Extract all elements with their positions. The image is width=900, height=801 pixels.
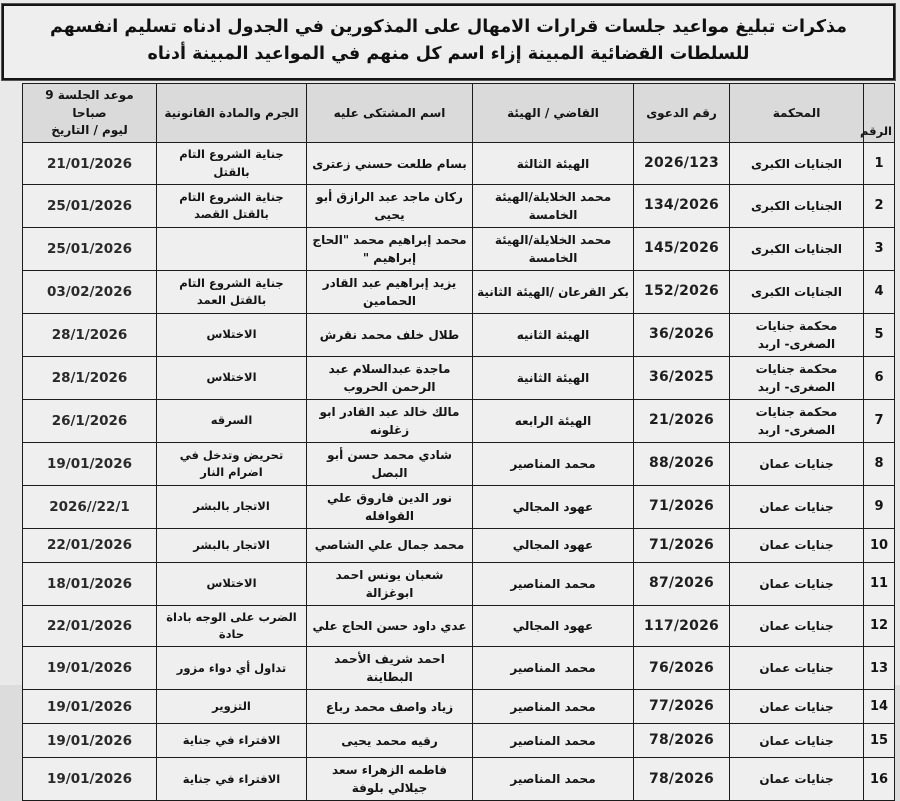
cell-defendant-name: محمد إبراهيم محمد "الحاج إبراهيم " <box>307 227 473 270</box>
header-session-date <box>23 84 157 143</box>
cell-court: جنايات عمان <box>730 690 864 724</box>
cell-case-number: 87/2026 <box>634 562 730 605</box>
cell-case-number: 145/2026 <box>634 227 730 270</box>
cell-session-date: 28/1/2026 <box>23 313 157 356</box>
cell-crime: التزوير <box>157 690 307 724</box>
header-crime: الجرم والمادة القانونية <box>157 84 307 143</box>
cell-row-number: 14 <box>864 690 895 724</box>
cell-defendant-name: بسام طلعت حسني زعترى <box>307 143 473 185</box>
document-title-box <box>2 4 895 80</box>
cell-case-number: 71/2026 <box>634 528 730 562</box>
table-row <box>23 442 895 485</box>
cell-crime: الضرب على الوجه باداة حادة <box>157 605 307 647</box>
cell-case-number: 78/2026 <box>634 724 730 758</box>
cell-session-date: 18/01/2026 <box>23 562 157 605</box>
cell-court: محكمة جنايات الصغرى- اربد <box>730 313 864 356</box>
cell-court: الجنايات الكبرى <box>730 227 864 270</box>
cell-case-number: 2026/123 <box>634 143 730 185</box>
cell-defendant-name: مالك خالد عبد القادر ابو زغلونه <box>307 399 473 442</box>
table-row <box>23 690 895 724</box>
cell-defendant-name: فاطمه الزهراء سعد جيلالي بلوفة <box>307 758 473 801</box>
cell-session-date: 22/01/2026 <box>23 528 157 562</box>
cell-court: جنايات عمان <box>730 724 864 758</box>
cell-crime: الاتجار بالبشر <box>157 528 307 562</box>
cell-defendant-name: محمد جمال علي الشاصي <box>307 528 473 562</box>
cell-judge-panel: الهيئة الثانيه <box>473 313 634 356</box>
cell-row-number: 5 <box>864 313 895 356</box>
cell-judge-panel: محمد المناصير <box>473 690 634 724</box>
cell-crime: السرقه <box>157 399 307 442</box>
table-row <box>23 227 895 270</box>
cell-case-number: 76/2026 <box>634 647 730 690</box>
cell-judge-panel: الهيئة الثانية <box>473 356 634 399</box>
cell-judge-panel: محمد المناصير <box>473 758 634 801</box>
cell-judge-panel: بكر القرعان /الهيئة الثانية <box>473 270 634 313</box>
cell-session-date: 22/1//2026 <box>23 485 157 528</box>
cell-session-date: 19/01/2026 <box>23 724 157 758</box>
table-row <box>23 143 895 185</box>
cell-session-date: 26/1/2026 <box>23 399 157 442</box>
cell-defendant-name: شادي محمد حسن أبو البصل <box>307 442 473 485</box>
cell-court: الجنايات الكبرى <box>730 270 864 313</box>
cell-judge-panel: الهيئة الثالثة <box>473 143 634 185</box>
table-row <box>23 758 895 801</box>
cell-case-number: 36/2026 <box>634 313 730 356</box>
cell-crime: جناية الشروع التام بالقتل العمد <box>157 270 307 313</box>
cell-row-number: 16 <box>864 758 895 801</box>
cell-judge-panel: محمد المناصير <box>473 724 634 758</box>
cell-judge-panel: عهود المجالي <box>473 485 634 528</box>
cell-session-date: 19/01/2026 <box>23 647 157 690</box>
table-row <box>23 562 895 605</box>
cell-judge-panel: الهيئة الرابعه <box>473 399 634 442</box>
header-court: المحكمة <box>730 84 864 143</box>
table-row <box>23 313 895 356</box>
cell-judge-panel: محمد الخلايلة/الهيئة الخامسة <box>473 184 634 227</box>
cell-row-number: 4 <box>864 270 895 313</box>
cell-judge-panel: محمد المناصير <box>473 647 634 690</box>
cell-case-number: 71/2026 <box>634 485 730 528</box>
cell-crime: الافتراء في جناية <box>157 758 307 801</box>
cell-defendant-name: ركان ماجد عبد الرازق أبو يحيى <box>307 184 473 227</box>
document-title-line-1: مذكرات تبليغ مواعيد جلسات قرارات الامهال على المذكورين في الجدول ادناه تسليم انفسهم <box>50 17 847 37</box>
cell-judge-panel: عهود المجالي <box>473 605 634 647</box>
header-session-line-1: موعد الجلسة 9 صباحا <box>45 88 134 120</box>
cell-row-number: 6 <box>864 356 895 399</box>
cell-crime <box>157 227 307 270</box>
cell-defendant-name: نور الدين فاروق علي القوافله <box>307 485 473 528</box>
cell-crime: تحريض وتدخل في اضرام النار <box>157 442 307 485</box>
cell-row-number: 7 <box>864 399 895 442</box>
cell-session-date: 19/01/2026 <box>23 442 157 485</box>
cell-session-date: 19/01/2026 <box>23 758 157 801</box>
hearings-table <box>22 83 895 801</box>
cell-session-date: 25/01/2026 <box>23 184 157 227</box>
cell-case-number: 134/2026 <box>634 184 730 227</box>
cell-row-number: 10 <box>864 528 895 562</box>
cell-case-number: 152/2026 <box>634 270 730 313</box>
table-row <box>23 184 895 227</box>
cell-crime: الافتراء في جناية <box>157 724 307 758</box>
cell-judge-panel: محمد المناصير <box>473 442 634 485</box>
header-case-no: رقم الدعوى <box>634 84 730 143</box>
cell-case-number: 78/2026 <box>634 758 730 801</box>
cell-row-number: 15 <box>864 724 895 758</box>
cell-row-number: 9 <box>864 485 895 528</box>
cell-session-date: 03/02/2026 <box>23 270 157 313</box>
cell-judge-panel: محمد الخلايلة/الهيئة الخامسة <box>473 227 634 270</box>
table-row <box>23 528 895 562</box>
cell-defendant-name: شعبان يونس احمد ابوغزالة <box>307 562 473 605</box>
cell-case-number: 36/2025 <box>634 356 730 399</box>
cell-row-number: 3 <box>864 227 895 270</box>
cell-crime: جناية الشروع التام بالقتل <box>157 143 307 185</box>
cell-session-date: 19/01/2026 <box>23 690 157 724</box>
cell-case-number: 88/2026 <box>634 442 730 485</box>
cell-court: جنايات عمان <box>730 605 864 647</box>
cell-judge-panel: عهود المجالي <box>473 528 634 562</box>
cell-defendant-name: طلال خلف محمد نقرش <box>307 313 473 356</box>
cell-row-number: 11 <box>864 562 895 605</box>
cell-case-number: 117/2026 <box>634 605 730 647</box>
header-session-line-2: ليوم / التاريخ <box>51 123 128 138</box>
cell-crime: الاتجار بالبشر <box>157 485 307 528</box>
cell-court: جنايات عمان <box>730 758 864 801</box>
cell-row-number: 13 <box>864 647 895 690</box>
table-row <box>23 485 895 528</box>
cell-defendant-name: زياد واصف محمد رباع <box>307 690 473 724</box>
cell-crime: الاختلاس <box>157 356 307 399</box>
cell-row-number: 1 <box>864 143 895 185</box>
table-row <box>23 356 895 399</box>
table-row <box>23 399 895 442</box>
cell-row-number: 12 <box>864 605 895 647</box>
table-row <box>23 270 895 313</box>
cell-court: جنايات عمان <box>730 528 864 562</box>
cell-crime: جناية الشروع التام بالقتل القصد <box>157 184 307 227</box>
table-body <box>23 143 895 801</box>
cell-court: الجنايات الكبرى <box>730 184 864 227</box>
cell-court: الجنايات الكبرى <box>730 143 864 185</box>
cell-crime: تداول أي دواء مزور <box>157 647 307 690</box>
cell-defendant-name: عدي داود حسن الحاج علي <box>307 605 473 647</box>
cell-court: جنايات عمان <box>730 562 864 605</box>
document-title-line-2: للسلطات القضائية المبينة إزاء اسم كل منهم في المواعيد المبينة أدناه <box>147 44 750 65</box>
cell-court: جنايات عمان <box>730 647 864 690</box>
table-row <box>23 724 895 758</box>
cell-court: جنايات عمان <box>730 485 864 528</box>
cell-row-number: 8 <box>864 442 895 485</box>
cell-court: محكمة جنايات الصغرى- اربد <box>730 399 864 442</box>
table-header-row <box>23 84 895 143</box>
cell-court: محكمة جنايات الصغرى- اربد <box>730 356 864 399</box>
cell-session-date: 25/01/2026 <box>23 227 157 270</box>
table-row <box>23 647 895 690</box>
cell-defendant-name: يزيد إبراهيم عبد القادر الحمامين <box>307 270 473 313</box>
header-judge: القاضي / الهيئة <box>473 84 634 143</box>
header-defendant: اسم المشتكى عليه <box>307 84 473 143</box>
cell-session-date: 21/01/2026 <box>23 143 157 185</box>
cell-court: جنايات عمان <box>730 442 864 485</box>
cell-defendant-name: رقيه محمد يحيى <box>307 724 473 758</box>
table-row <box>23 605 895 647</box>
cell-defendant-name: ماجدة عبدالسلام عبد الرحمن الحروب <box>307 356 473 399</box>
cell-judge-panel: محمد المناصير <box>473 562 634 605</box>
cell-session-date: 28/1/2026 <box>23 356 157 399</box>
cell-crime: الاختلاس <box>157 562 307 605</box>
cell-defendant-name: احمد شريف الأحمد البطاينة <box>307 647 473 690</box>
cell-crime: الاختلاس <box>157 313 307 356</box>
cell-case-number: 21/2026 <box>634 399 730 442</box>
header-number: الرقم <box>864 84 895 143</box>
cell-row-number: 2 <box>864 184 895 227</box>
cell-session-date: 22/01/2026 <box>23 605 157 647</box>
cell-case-number: 77/2026 <box>634 690 730 724</box>
